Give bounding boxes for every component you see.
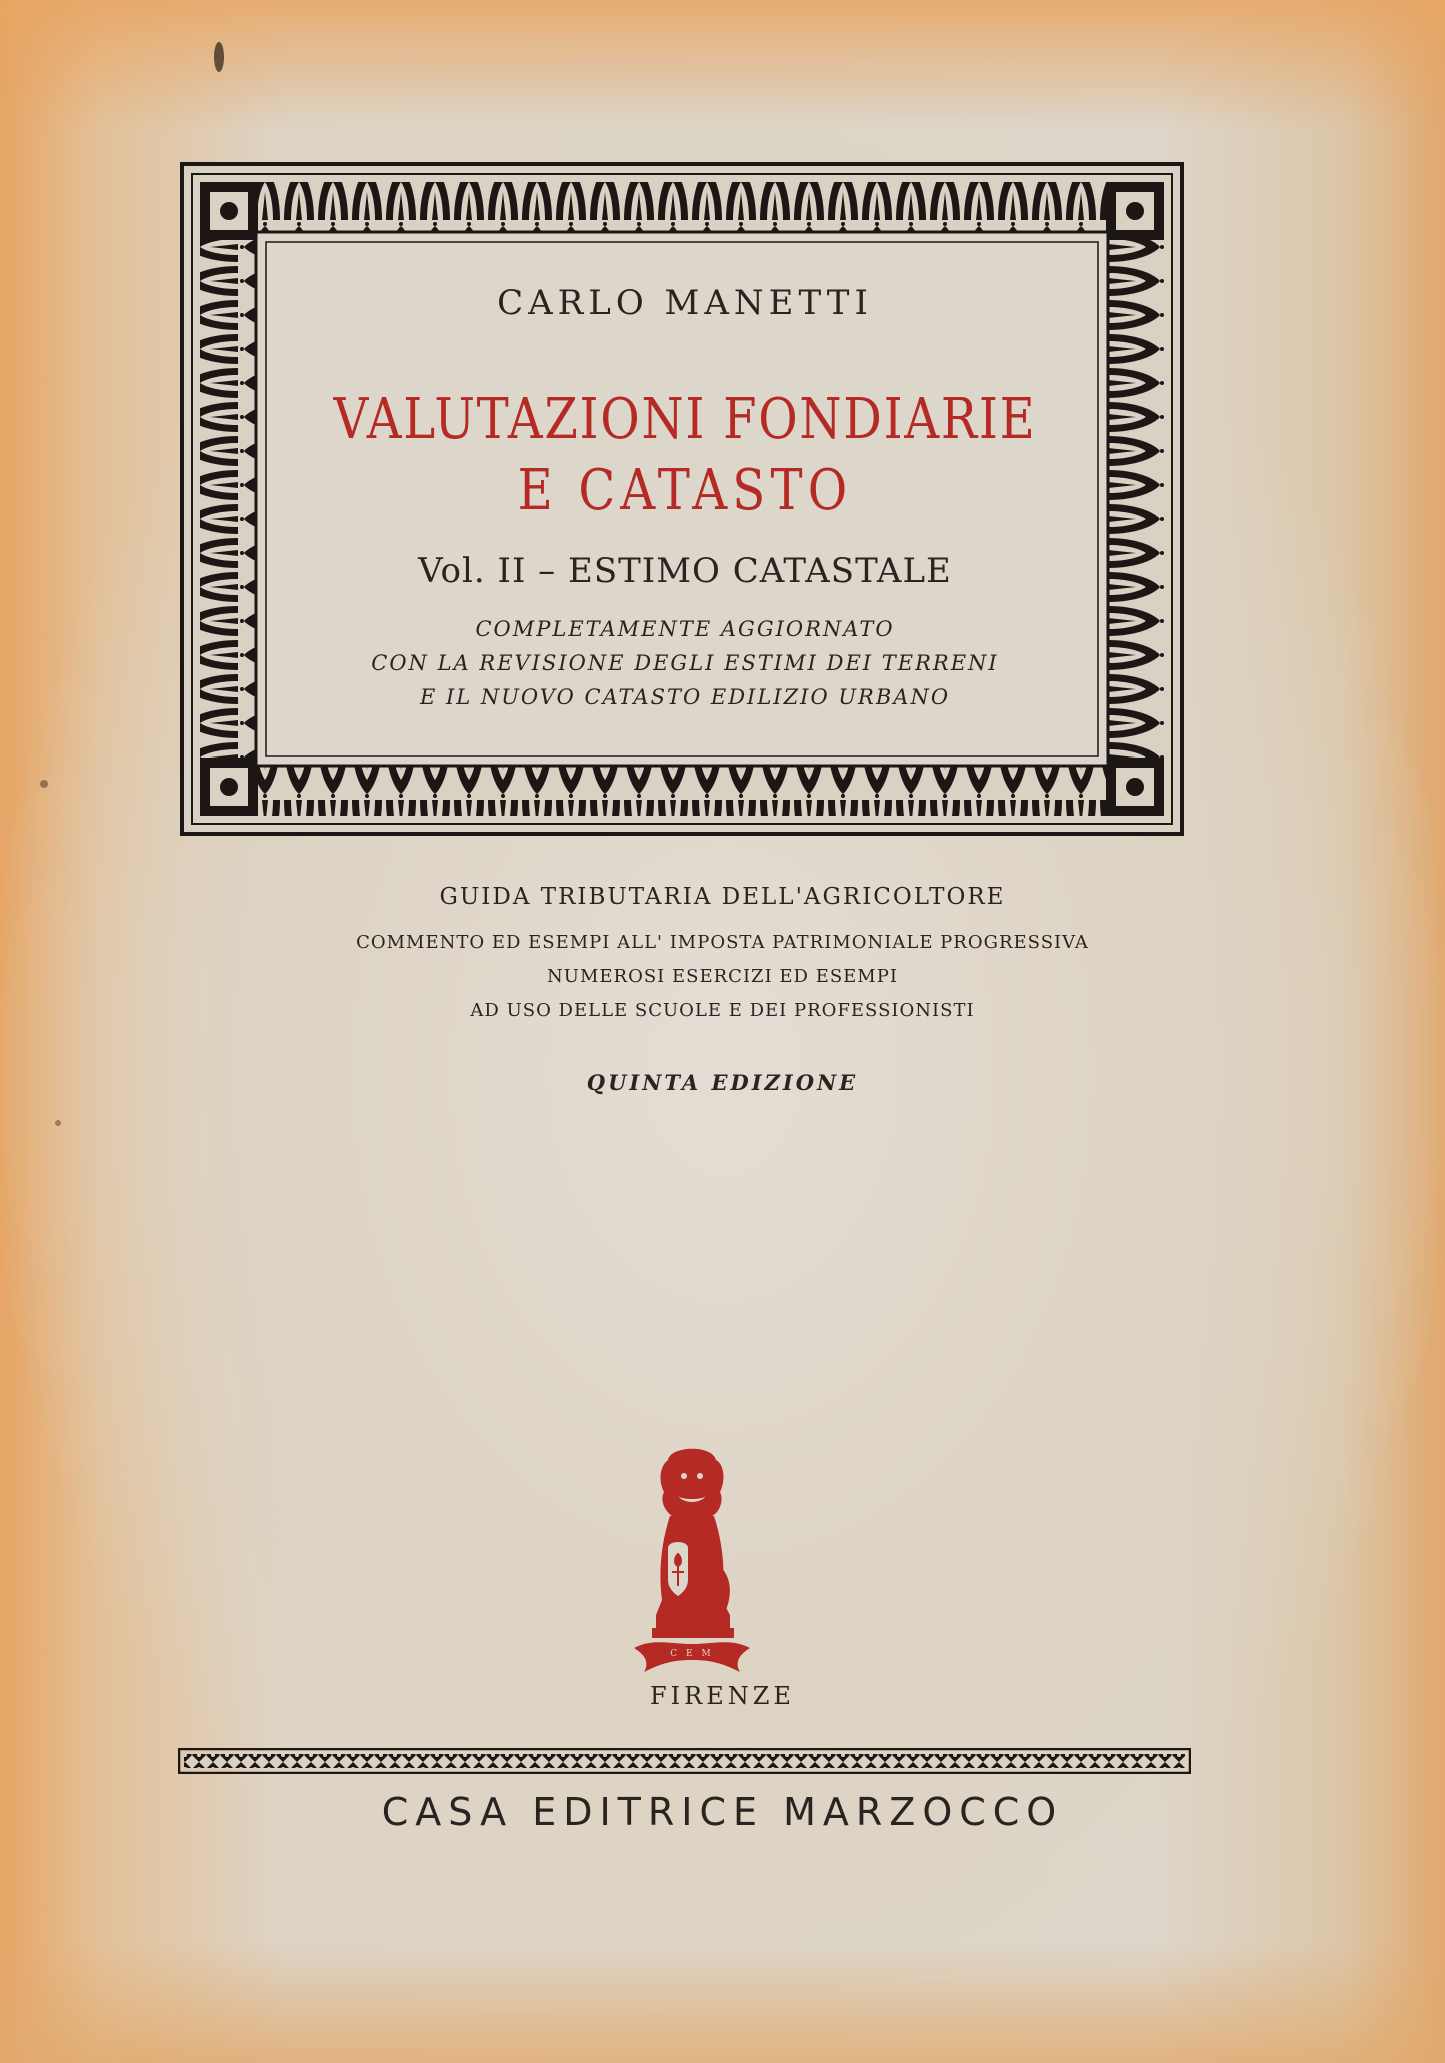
edition-label: QUINTA EDIZIONE	[586, 1070, 859, 1095]
subtitle-line-2: CON LA REVISIONE DEGLI ESTIMI DEI TERRENI	[371, 651, 999, 675]
ink-spot	[40, 780, 48, 788]
volume-title: Vol. II – ESTIMO CATASTALE	[418, 551, 952, 591]
publisher-name: CASA EDITRICE MARZOCCO	[381, 1790, 1064, 1834]
subtitle-line-1: COMPLETAMENTE AGGIORNATO	[475, 617, 895, 641]
emblem-letters: C E M	[670, 1649, 714, 1659]
ink-spot	[55, 1120, 61, 1126]
marzocco-lion-emblem-icon	[612, 1440, 772, 1690]
guide-heading: GUIDA TRIBUTARIA DELL'AGRICOLTORE	[439, 884, 1006, 910]
book-title-line-1: VALUTAZIONI FONDIARIE	[333, 387, 1037, 452]
description-line-2: NUMEROSI ESERCIZI ED ESEMPI	[547, 966, 898, 987]
decorative-rule-icon	[178, 1748, 1191, 1774]
city-name: FIRENZE	[650, 1682, 795, 1710]
description-line-3: AD USO DELLE SCUOLE E DEI PROFESSIONISTI	[470, 1000, 975, 1021]
author-name: CARLO MANETTI	[497, 283, 873, 323]
ink-spot	[214, 42, 224, 72]
subtitle-line-3: E IL NUOVO CATASTO EDILIZIO URBANO	[419, 685, 951, 709]
book-title-line-2: E CATASTO	[517, 458, 853, 523]
description-line-1: COMMENTO ED ESEMPI ALL' IMPOSTA PATRIMONIALE PROGRESSIVA	[356, 932, 1089, 953]
title-panel	[255, 233, 1115, 765]
